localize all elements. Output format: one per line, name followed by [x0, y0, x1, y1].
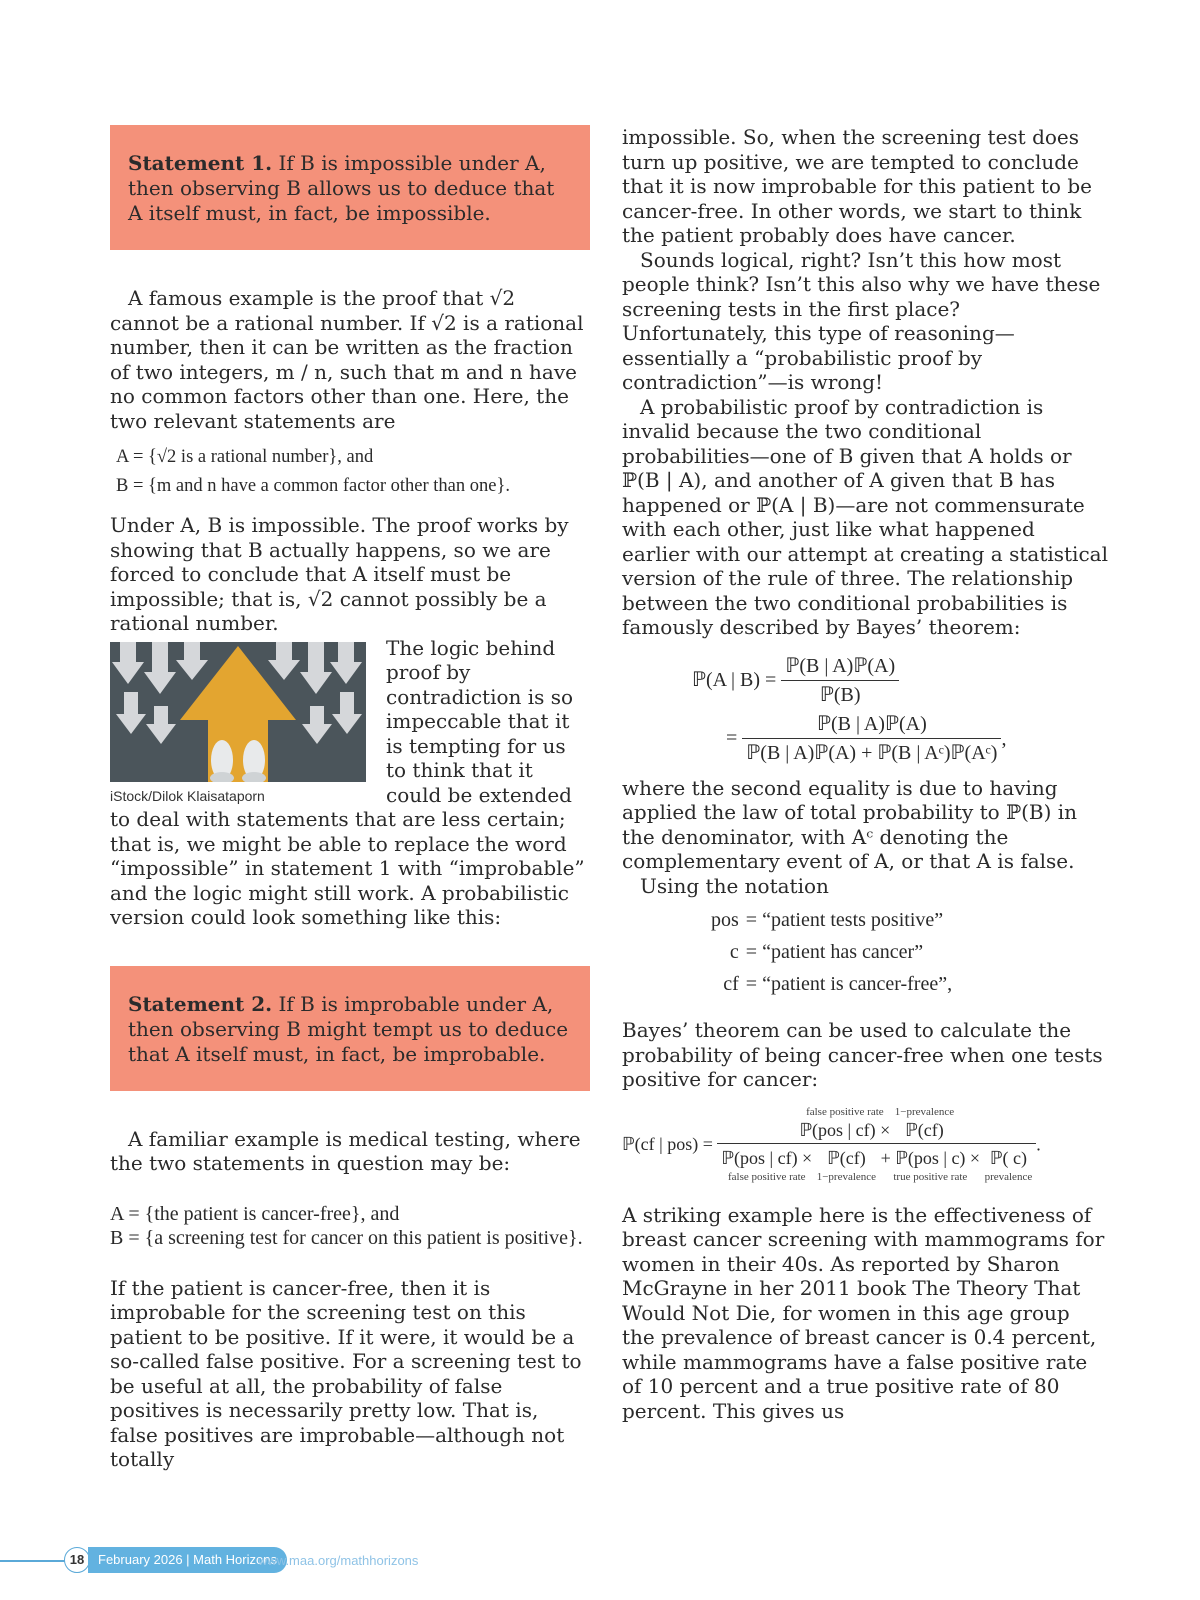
annotation-tpr: true positive rate	[893, 1170, 968, 1183]
definition-a: A = {the patient is cancer-free}, and	[110, 1202, 400, 1225]
definitions	[110, 1202, 590, 1250]
eq3-fraction	[717, 1106, 1036, 1183]
statement-1-text: If B is impossible under A, then observing B allows us to deduce that A itself must, in fact, be impossible.	[128, 151, 555, 225]
statement-2-label: Statement 2.	[128, 991, 273, 1016]
footer-url[interactable]: www.maa.org/mathhorizons	[258, 1553, 419, 1568]
footer-rule	[0, 1560, 70, 1562]
definitions	[116, 443, 590, 501]
paragraph: A famous example is the proof that √2 cannot be a rational number. If √2 is a rational number, then it can be written as the fraction of two integers, m / n, such that m and n have no common factors other than one. Here, the two relevant statements are	[110, 286, 584, 433]
eq2-comma: ,	[1001, 727, 1007, 750]
eq1-denominator: ℙ(B)	[819, 684, 861, 706]
equation-line-2	[692, 712, 1108, 766]
annotation-prevalence: prevalence	[984, 1170, 1033, 1183]
statement-1-label: Statement 1.	[128, 151, 273, 175]
eq2-fraction	[742, 712, 1001, 766]
page-number: 18	[64, 1547, 90, 1573]
notation-cf-def: = “patient is cancer-free”,	[745, 973, 953, 995]
annotation-1mp: 1−prevalence	[816, 1170, 877, 1183]
notation-c: c	[729, 941, 739, 963]
eq3-num-b: ℙ(cf)	[905, 1119, 944, 1140]
eq3-lhs: ℙ(cf | pos) =	[622, 1133, 713, 1154]
eq2-numerator: ℙ(B | A)ℙ(A)	[742, 712, 1001, 740]
notation-table	[710, 904, 953, 1000]
bayes-equation	[692, 654, 1108, 766]
paragraph: Under A, B is impossible. The proof works by showing that B actually happens, so we are forced to conclude that A itself must be impossible; that is, √2 cannot possibly be a rational number.	[110, 513, 569, 635]
definition-b: B = {a screening test for cancer on this patient is positive}.	[110, 1226, 583, 1249]
paragraph: impossible. So, when the screening test does turn up positive, we are tempted to conclude that it is now improbable for this patient to be cancer-free. In other words, we start to think the patient probably does have cancer.	[622, 125, 1092, 247]
eq1-fraction	[781, 654, 899, 708]
figure-wrap	[110, 636, 590, 930]
left-column	[110, 125, 590, 1472]
notation-pos: pos	[711, 909, 739, 931]
eq1-lhs: ℙ(A | B) =	[692, 669, 777, 692]
eq3-period: .	[1036, 1133, 1041, 1154]
eq3-den-b: ℙ(cf)	[827, 1148, 866, 1168]
eq2-denominator: ℙ(B | A)ℙ(A) + ℙ(B | Aᶜ)ℙ(Aᶜ)	[746, 742, 998, 764]
paragraph: A familiar example is medical testing, where the two statements in question may be:	[110, 1126, 581, 1175]
right-column	[622, 125, 1108, 1423]
statement-2-box	[110, 966, 590, 1091]
paragraph: Bayes’ theorem can be used to calculate the probability of being cancer-free when one tests positive for cancer:	[622, 1018, 1103, 1091]
eq3-den-c: + ℙ(pos | c) ×	[880, 1148, 981, 1168]
eq3-denominator	[717, 1144, 1036, 1183]
page-footer	[0, 1545, 1200, 1575]
paragraph: If the patient is cancer-free, then it is improbable for the screening test on this patient to be positive. If it were, it would be a so-called false positive. For a screening test to be useful at all, the probability of false positives is necessarily pretty low. That is, false positives are improbable—although not totally	[110, 1275, 582, 1471]
annotation-fpr: false positive rate	[806, 1105, 884, 1118]
eq3-num-a: ℙ(pos | cf) ×	[799, 1119, 891, 1140]
annotation-fpr: false positive rate	[727, 1170, 806, 1183]
arrows-photo	[110, 642, 366, 782]
annotation-1mp: 1−prevalence	[894, 1105, 955, 1118]
notation-c-def: = “patient has cancer”	[745, 941, 924, 963]
paragraph: A probabilistic proof by contradiction is invalid because the two conditional probabilities—one of B given that A holds or ℙ(B | A), and another of A given that B has happened or ℙ(A | B)—are not commensurate with each other, just like what happened earlier with our attempt at creating a statistical version of the rule of three. The relationship between the two conditional probabilities is famously described by Bayes’ theorem:	[622, 394, 1108, 639]
eq3-numerator	[717, 1106, 1036, 1145]
arrows-illustration	[110, 642, 366, 782]
definition-a: A = {√2 is a rational number}, and	[116, 447, 374, 467]
notation-pos-def: = “patient tests positive”	[745, 909, 944, 931]
paragraph: A striking example here is the effectiveness of breast cancer screening with mammograms for women in their 40s. As reported by Sharon McGrayne in her 2011 book The Theory That Would Not Die, for women in this age group the prevalence of breast cancer is 0.4 percent, while mammograms have a false positive rate of 10 percent and a true positive rate of 80 percent. This gives us	[622, 1202, 1105, 1423]
paragraph: Using the notation	[640, 873, 829, 898]
eq1-numerator: ℙ(B | A)ℙ(A)	[781, 654, 899, 682]
statement-2-text: If B is improbable under A, then observing B might tempt us to deduce that A itself must, in fact, be improbable.	[128, 991, 569, 1066]
eq3-den-a: ℙ(pos | cf) ×	[721, 1148, 813, 1168]
issue-label: February 2026 | Math Horizons	[88, 1547, 287, 1573]
paragraph: where the second equality is due to having applied the law of total probability to ℙ(B) in the denominator, with Aᶜ denoting the complementary event of A, or that A is false.	[622, 775, 1078, 873]
notation-cf: cf	[723, 973, 739, 995]
eq2-equals: =	[726, 727, 738, 750]
definition-b: B = {m and n have a common factor other than one}.	[116, 476, 510, 496]
eq3-den-d: ℙ( c)	[989, 1148, 1027, 1168]
photo-credit: iStock/Dilok Klaisataporn	[110, 787, 265, 804]
paragraph-wrap-text: The logic behind proof by contradiction is so impeccable that it is tempting for us to think that it could be extended to deal with statements that are less certain; that is, we might be able to replace the word “impossible” in statement 1 with “improbable” and the logic might still work. A probabilistic version could look something like this:	[110, 635, 585, 929]
cancer-equation	[622, 1106, 1108, 1183]
statement-1-box	[110, 125, 590, 250]
paragraph: Sounds logical, right? Isn’t this how most people think? Isn’t this also why we have these screening tests in the first place? Unfortunately, this type of reasoning—essentially a “probabilistic proof by contradiction”—is wrong!	[622, 247, 1101, 394]
figure	[110, 642, 368, 804]
equation-line-1	[692, 654, 1108, 708]
